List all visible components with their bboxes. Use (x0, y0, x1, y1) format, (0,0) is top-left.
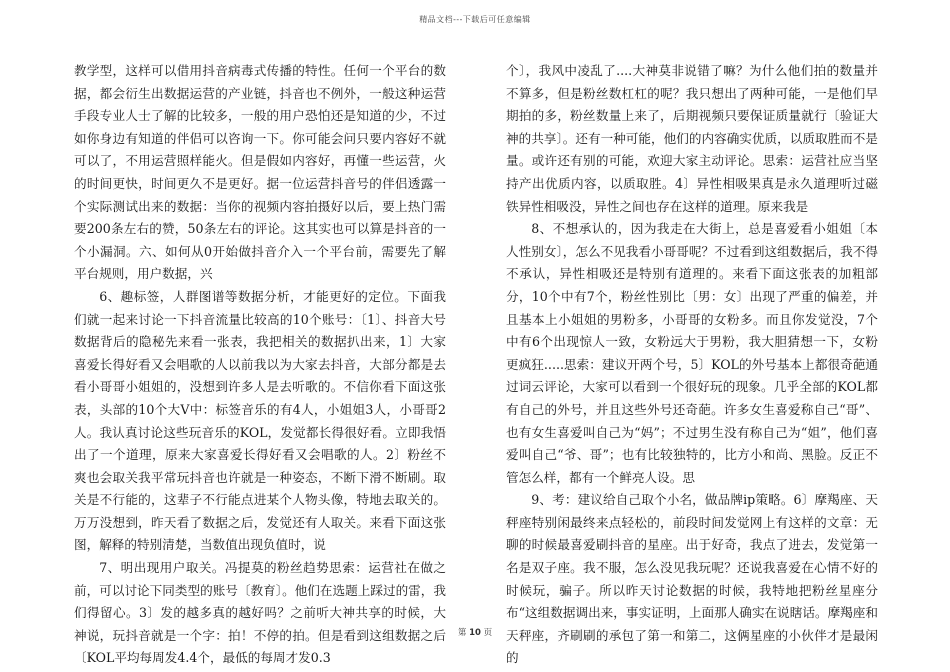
left-text-column (74, 60, 446, 670)
paragraph: 9、考：建议给自己取个小名，做品牌ip策略。6〕摩羯座、天秤座特别闲最终来点轻松的，前段时间发觉网上有这样的文章：无聊的时候最喜爱刷抖音的星座。出于好奇，我点了进去，发觉第一名是双子座。我不服，怎么没见我玩呢？还说我喜爱在心情不好的时候玩，骗子。所以昨天讨论数据的时候，我特地把粉丝星座分布“这组数据调出来，事实证明，上面那人确实在说瞎话。摩羯座和天秤座，齐刷刷的承包了第一和第二，这俩星座的小伙伴才是最闲的 (506, 492, 878, 666)
page-number: 10 (469, 628, 481, 638)
paragraph: 教学型，这样可以借用抖音病毒式传播的特性。任何一个平台的数据，都会衍生出数据运营的产业链，抖音也不例外，一般这种运营手段专业人士了解的比较多，一般的用户恐怕还是知道的少，不过如你身边有知道的伴侣可以咨询一下。你可能会问只要内容好不就可以了，不用运营照样能火。但是假如内容好，再懂一些运营，火的时间更快，时间更久不是更好。据一位运营抖音号的伴侣透露一个实际测试出来的数据：当你的视频内容拍摄好以后，要上热门需要200条左右的赞，50条左右的评论。这其实也可以算是抖音的一个小漏洞。六、如何从0开始做抖音介入一个平台前，需要先了解平台规则，用户数据，兴 (74, 63, 446, 282)
paragraph: 个〕，我风中凌乱了....大神莫非说错了嘛？为什么他们拍的数量并不算多，但是粉丝数杠杠的呢？我只想出了两种可能，一是他们早期拍的多，粉丝数量上来了，后期视频只要保证质量就行〔验证大神的共享〕。还有一种可能，他们的内容确实优质，以质取胜而不是量。或许还有别的可能，欢迎大家主动评论。思索：运营社应当坚持产出优质内容，以质取胜。4〕异性相吸果真是永久道理听过磁铁异性相吸没，异性之间也存在这样的道理。原来我是 (506, 63, 878, 214)
paragraph: 7、明出现用户取关。冯提莫的粉丝趋势思索：运营社在做之前，可以讨论下同类型的账号〔教育〕。他们在选题上踩过的雷，我们得留心。3〕发的越多真的越好吗？之前听大神共享的时候，大神说，玩抖音就是一个字：拍！不停的拍。但是看到这组数据之后〔KOL平均每周发4.4个，最低的每周才发0.3 (74, 560, 446, 666)
page-header: 精品文档---下载后可任意编辑 (419, 15, 531, 24)
paragraph: 8、不想承认的，因为我走在大街上，总是喜爱看小姐姐〔本人性别女〕，怎么不见我看小哥哥呢？不过看到这组数据后，我不得不承认，异性相吸还是特别有道理的。来看下面这张表的加粗部分，10个中有7个，粉丝性别比〔男：女〕出现了严重的偏差，并且基本上小姐姐的男粉多，小哥哥的女粉多。而且你发觉没，7个中有6个出现惊人一致，女粉远大于男粉，我大胆猜想一下，女粉更疯狂.....思索：建议开两个号，5〕KOL的外号基本上都很奇葩通过词云评论，大家可以看到一个很好玩的现象。几乎全部的KOL都有自己的外号，并且这些外号还奇葩。许多女生喜爱称自己“哥”、也有女生喜爱叫自己为“妈”；不过男生没有称自己为“姐”，他们喜爱叫自己“爷、哥”；也有比较独特的，比方小和尚、黑脸。反正不管怎么样，都有一个鲜亮人设。思 (506, 221, 878, 485)
page-label-suffix: 页 (480, 628, 493, 638)
page-footer (0, 626, 950, 638)
right-text-column (506, 60, 878, 670)
page-label-prefix: 第 (457, 628, 470, 638)
paragraph: 6、趣标签，人群图谱等数据分析，才能更好的定位。下面我们就一起来讨论一下抖音流量比较高的10个账号：〔1〕、抖音大号数据背后的隐秘先来看一张表，我把相关的数据扒出来，1〕大家喜爱长得好看又会唱歌的人以前我以为大家去抖音，大部分都是去看小哥哥小姐姐的，没想到许多人是去听歌的。不信你看下面这张表，头部的10个大V中：标签音乐的有4人，小姐姐3人，小哥哥2人。我认真讨论这些玩音乐的KOL，发觉都长得很好看。立即我悟出了一个道理，原来大家喜爱长得好看又会唱歌的人。2〕粉丝不爽也会取关我平常玩抖音也许就是一种姿态，不断下滑不断刷。取关是不行能的，这辈子不行能点进某个人物头像，特地去取关的。万万没想到，昨天看了数据之后，发觉还有人取关。来看下面这张图，解释的特别清楚，当数值出现负值时，说 (74, 288, 446, 553)
